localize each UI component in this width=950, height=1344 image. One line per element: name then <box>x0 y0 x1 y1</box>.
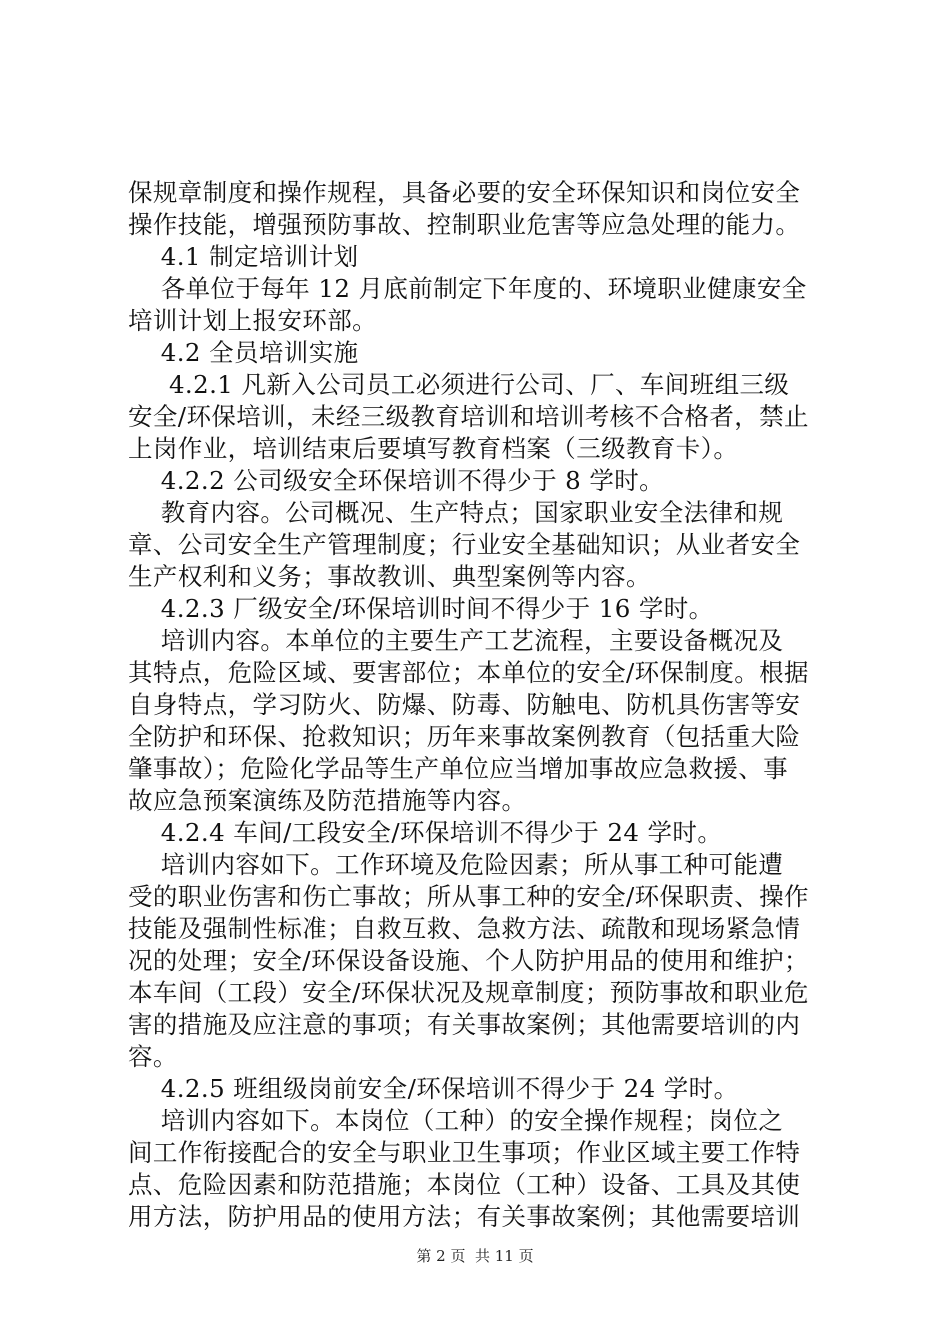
body-line: 操作技能，增强预防事故、控制职业危害等应急处理的能力。 <box>128 210 801 239</box>
body-line: 用方法，防护用品的使用方法；有关事故案例；其他需要培训 <box>128 1202 801 1231</box>
page-footer: 第 2 页 共 11 页 <box>416 1247 534 1265</box>
body-line: 其特点，危险区域、要害部位；本单位的安全/环保制度。根据 <box>128 658 809 687</box>
body-line: 培训内容如下。本岗位（工种）的安全操作规程；岗位之 <box>128 1106 784 1135</box>
body-line: 况的处理；安全/环保设备设施、个人防护用品的使用和维护； <box>128 946 809 975</box>
body-line: 容。 <box>128 1042 178 1071</box>
body-line: 4.2.2 公司级安全环保培训不得少于 8 学时。 <box>128 466 665 495</box>
body-line: 本车间（工段）安全/环保状况及规章制度；预防事故和职业危 <box>128 978 809 1007</box>
body-line: 培训计划上报安环部。 <box>128 306 377 335</box>
body-line: 4.2.1 凡新入公司员工必须进行公司、厂、车间班组三级 <box>128 370 790 399</box>
body-line: 安全/环保培训，未经三级教育培训和培训考核不合格者，禁止 <box>128 402 809 431</box>
body-line: 4.2.5 班组级岗前安全/环保培训不得少于 24 学时。 <box>128 1074 739 1103</box>
body-line: 害的措施及应注意的事项；有关事故案例；其他需要培训的内 <box>128 1010 801 1039</box>
body-line: 培训内容。本单位的主要生产工艺流程，主要设备概况及 <box>128 626 784 655</box>
body-line: 各单位于每年 12 月底前制定下年度的、环境职业健康安全 <box>128 274 807 303</box>
body-line: 间工作衔接配合的安全与职业卫生事项；作业区域主要工作特 <box>128 1138 801 1167</box>
body-line: 受的职业伤害和伤亡事故；所从事工种的安全/环保职责、操作 <box>128 882 809 911</box>
body-line: 肇事故）；危险化学品等生产单位应当增加事故应急救援、事 <box>128 754 789 783</box>
section-heading: 4.1 制定培训计划 <box>128 242 359 271</box>
body-line: 4.2.3 厂级安全/环保培训时间不得少于 16 学时。 <box>128 594 714 623</box>
body-line: 自身特点，学习防火、防爆、防毒、防触电、防机具伤害等安 <box>128 690 801 719</box>
body-line: 生产权利和义务；事故教训、典型案例等内容。 <box>128 562 651 591</box>
body-line: 4.2.4 车间/工段安全/环保培训不得少于 24 学时。 <box>128 818 723 847</box>
body-line: 点、危险因素和防范措施；本岗位（工种）设备、工具及其使 <box>128 1170 801 1199</box>
section-heading: 4.2 全员培训实施 <box>128 338 359 367</box>
body-line: 上岗作业，培训结束后要填写教育档案（三级教育卡）。 <box>128 434 739 463</box>
body-line: 章、公司安全生产管理制度；行业安全基础知识；从业者安全 <box>128 530 801 559</box>
body-line: 培训内容如下。工作环境及危险因素；所从事工种可能遭 <box>128 850 784 879</box>
body-line: 技能及强制性标准；自救互救、急救方法、疏散和现场紧急情 <box>128 914 801 943</box>
body-line: 教育内容。公司概况、生产特点；国家职业安全法律和规 <box>128 498 784 527</box>
body-line: 保规章制度和操作规程，具备必要的安全环保知识和岗位安全 <box>128 178 801 207</box>
body-line: 故应急预案演练及防范措施等内容。 <box>128 786 527 815</box>
body-line: 全防护和环保、抢救知识；历年来事故案例教育（包括重大险 <box>128 722 801 751</box>
